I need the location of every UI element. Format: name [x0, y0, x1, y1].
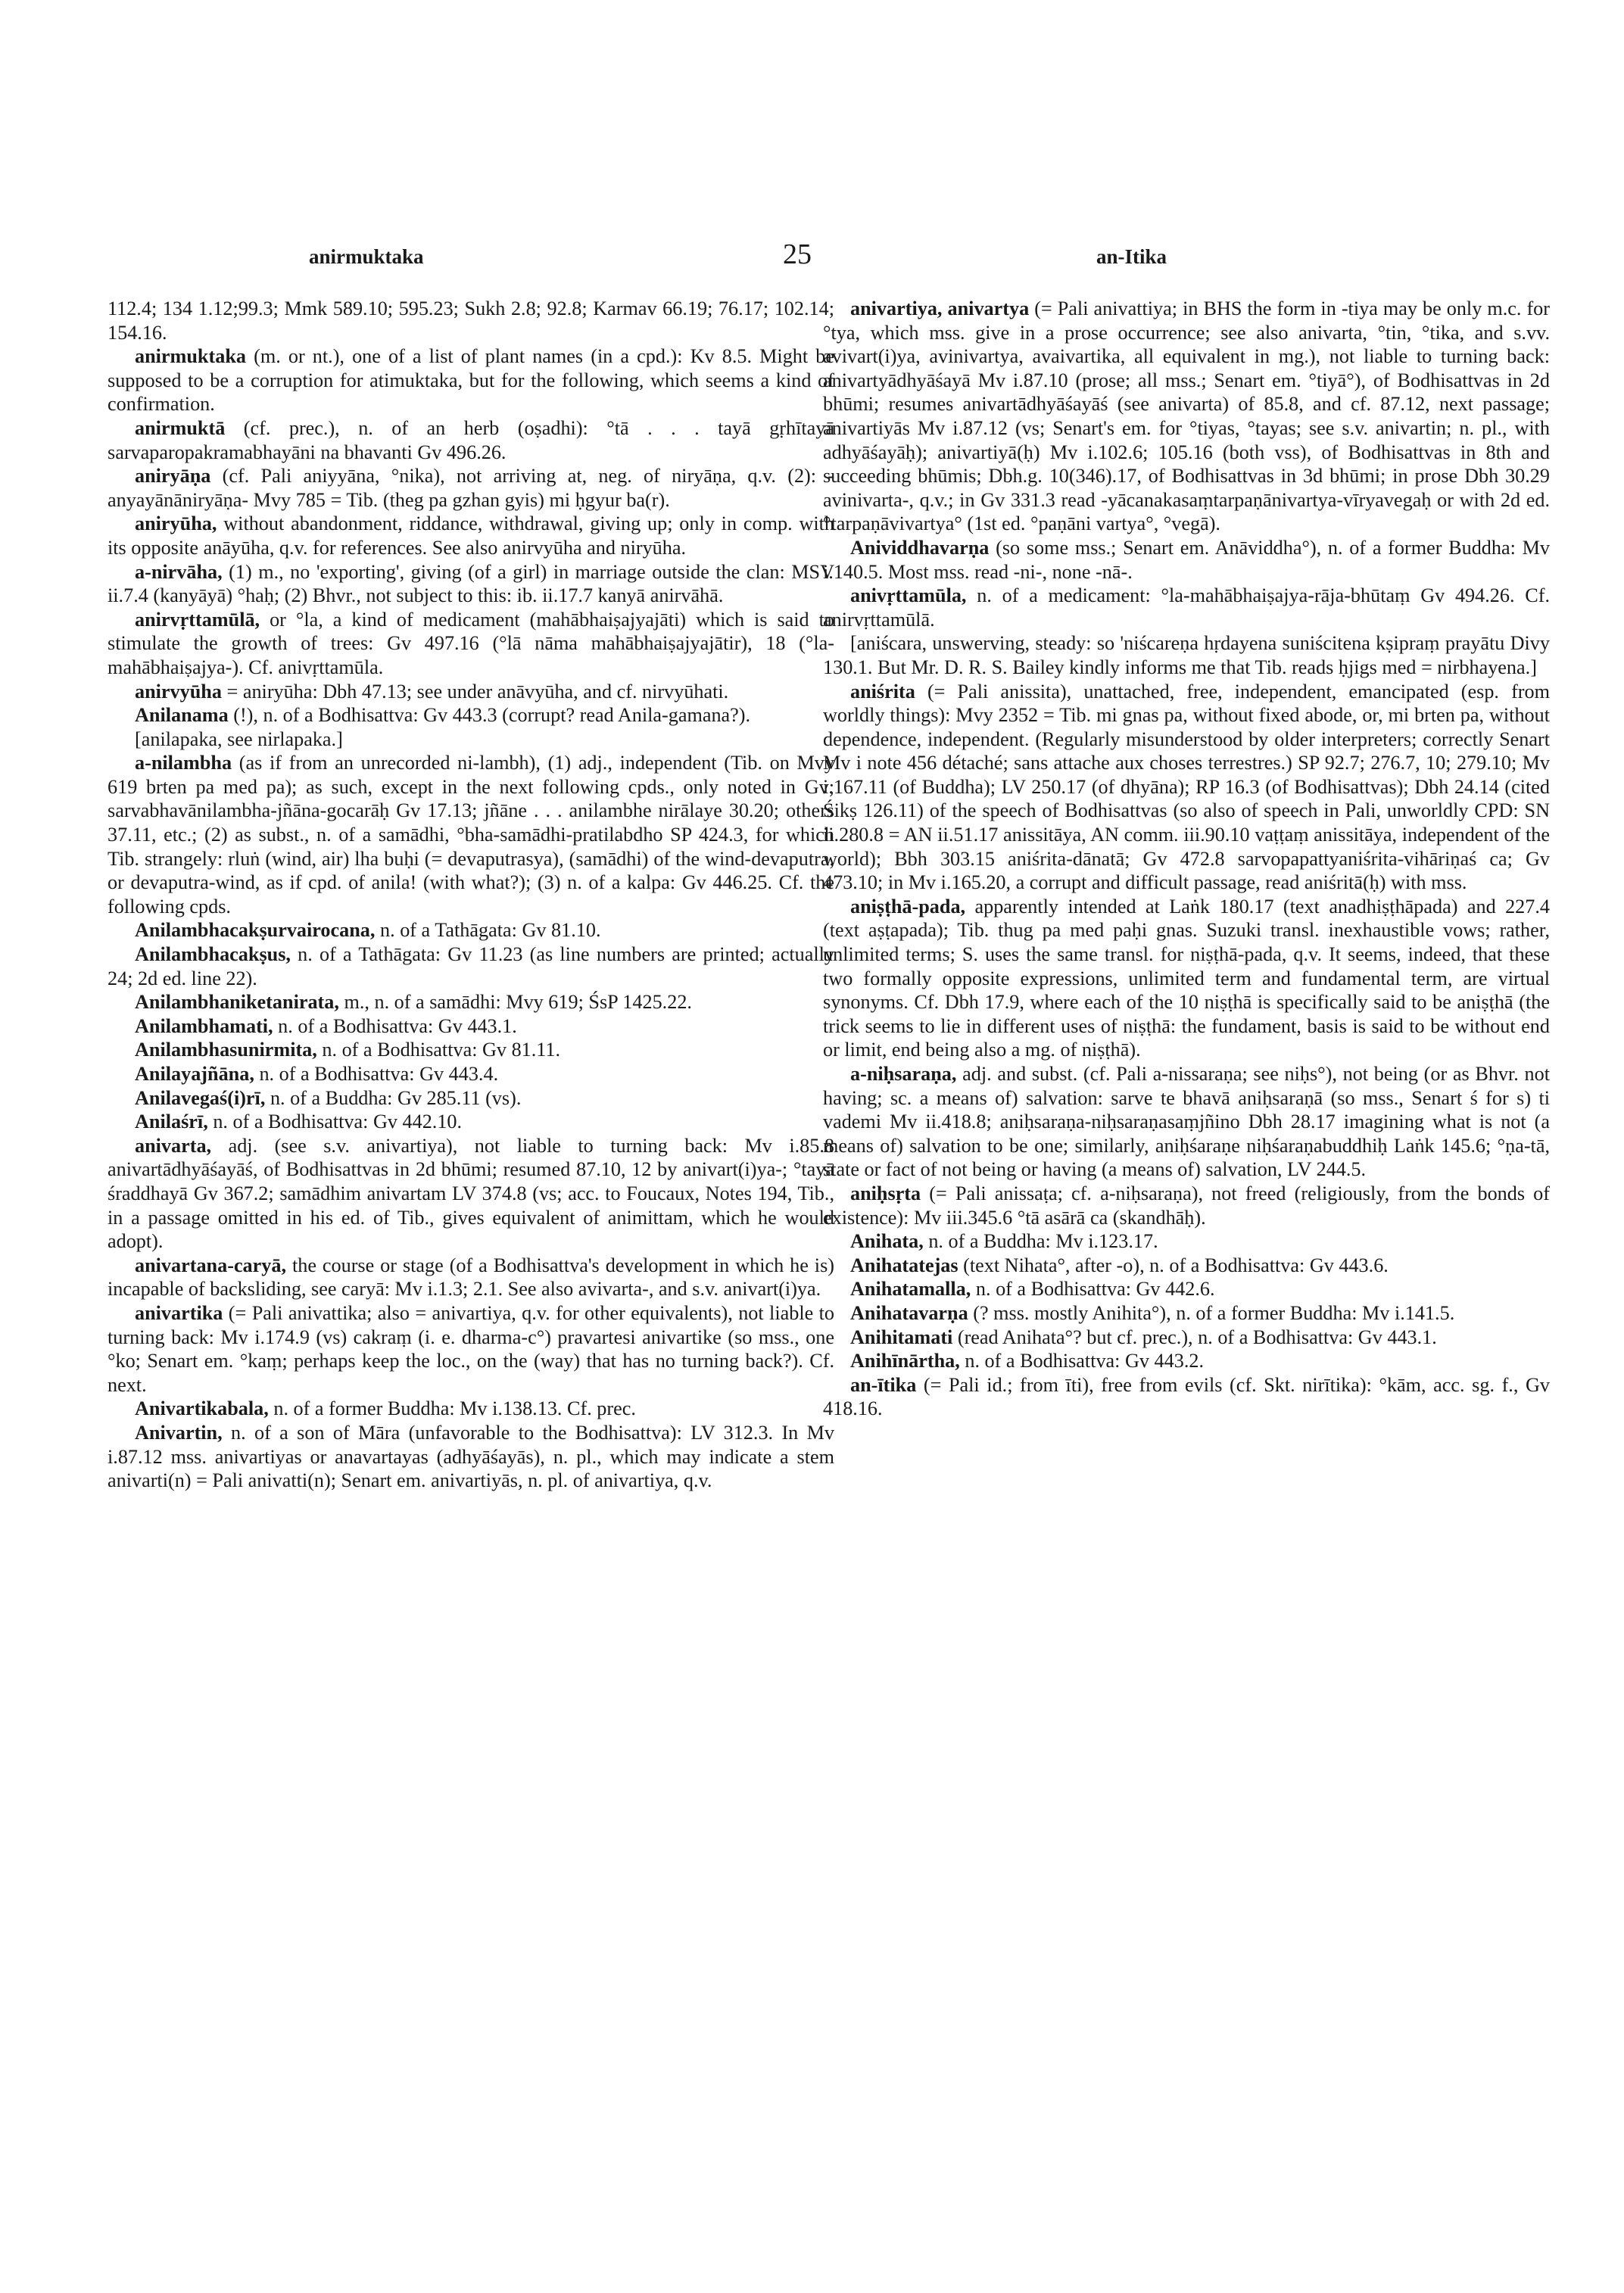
entry-text: n. of a Buddha: Gv 285.11 (vs). — [265, 1086, 522, 1109]
dictionary-entry — [823, 631, 1550, 679]
dictionary-entry — [108, 344, 834, 416]
dictionary-entry — [108, 1086, 834, 1111]
entry-headword: Anilambhamati, — [135, 1014, 273, 1037]
entry-text: = aniryūha: Dbh 47.13; see under anāvyūha, and cf. nirvyūhati. — [221, 680, 729, 703]
dictionary-entry — [108, 608, 834, 680]
entry-headword: anirvyūha — [135, 680, 222, 703]
entry-text: adj. (see s.v. anivartiya), not liable to turning back: Mv i.85.8 anivartādhyāśayāś, of Bodhisattvas in 2d bhūmi; resumed 87.10, 12 by anivart(i)ya-; °tayā śraddhayā Gv 367.2; samādhim anivartam LV 374.8 (vs; acc. to Foucaux, Notes 194, Tib., in a passage omitted in his ed. of Tib., gives equivalent of animittam, which he would adopt). — [108, 1134, 834, 1253]
entry-text: (? mss. mostly Anihita°), n. of a former Buddha: Mv i.141.5. — [968, 1301, 1455, 1324]
entry-text: without abandonment, riddance, withdrawal, giving up; only in comp. with its opposite anāyūha, q.v. for references. See also anirvyūha and niryūha. — [108, 512, 834, 559]
dictionary-entry — [108, 297, 834, 344]
entry-headword: Anilaśrī, — [135, 1111, 208, 1133]
dictionary-entry — [108, 1062, 834, 1086]
entry-text: (cf. prec.), n. of an herb (oṣadhi): °tā . . . tayā gṛhītayā sarvaparopakramabhayāni na bhavanti Gv 496.26. — [108, 416, 834, 463]
dictionary-entry — [108, 1134, 834, 1254]
dictionary-entry — [823, 1301, 1550, 1326]
dictionary-entry — [823, 1254, 1550, 1278]
dictionary-entry — [823, 1182, 1550, 1229]
entry-headword: anivartika — [135, 1301, 223, 1324]
dictionary-entry — [108, 680, 834, 704]
entry-headword: anivarta, — [135, 1134, 212, 1157]
entry-text: n. of a Bodhisattva: Gv 442.10. — [207, 1111, 463, 1133]
dictionary-entry — [823, 1229, 1550, 1254]
dictionary-entry — [108, 1014, 834, 1039]
dictionary-entry — [823, 1277, 1550, 1301]
entry-headword: Anilambhacakṣurvairocana, — [135, 919, 376, 942]
page-number: 25 — [783, 238, 812, 270]
entry-text: [aniścara, unswerving, steady: so 'niścareṇa hṛdayena suniścitena kṣipraṃ prayātu Divy 130.1. But Mr. D. R. S. Bailey kindly informs me that Tib. reads ḥjigs med = nirbhayena.] — [823, 632, 1550, 678]
dictionary-entry — [108, 416, 834, 464]
dictionary-entry — [108, 727, 834, 752]
right-column — [823, 297, 1550, 1421]
entry-text: (= Pali anissita), unattached, free, independent, emancipated (esp. from worldly things): Mvy 2352 = Tib. mi gnas pa, without fixed abode, or, mi brten pa, without dependence, independent. (Regularly misunderstood by older interpreters; correctly Senart Mv i note 456 détaché; sans attache aux choses terrestres.) SP 92.7; 276.7, 10; 279.10; Mv i.167.11 (of Buddha); LV 250.17 (of dhyāna); RP 16.3 (of Bodhisattvas); Dbh 24.14 (cited Śikṣ 126.11) of the speech of Bodhisattvas (so also of speech in Pali, unworldly CPD: SN ii.280.8 = AN ii.51.17 anissitāya, AN comm. iii.90.10 vaṭṭaṃ anissitāya, independent of the world); Bbh 303.15 aniśrita-dānatā; Gv 472.8 sarvopapattyaniśrita-vihāriṇaś ca; Gv 473.10; in Mv i.165.20, a corrupt and difficult passage, read aniśritā(ḥ) with mss. — [823, 680, 1550, 894]
dictionary-entry — [108, 942, 834, 990]
entry-text: n. of a medicament: °la-mahābhaiṣajya-rāja-bhūtaṃ Gv 494.26. Cf. anirvṛttamūlā. — [823, 584, 1550, 631]
dictionary-entry — [108, 560, 834, 608]
entry-headword: Anivartikabala, — [135, 1397, 269, 1420]
entry-text: n. of a Bodhisattva: Gv 443.4. — [254, 1063, 499, 1085]
dictionary-entry — [108, 1038, 834, 1062]
entry-text: (text Nihata°, after -o), n. of a Bodhisattva: Gv 443.6. — [958, 1254, 1389, 1276]
page-header — [0, 238, 1624, 280]
entry-text: n. of a Tathāgata: Gv 11.23 (as line numbers are printed; actually 24; 2d ed. line 22). — [108, 943, 834, 989]
entry-headword: Anihatamalla, — [850, 1278, 971, 1301]
entry-headword: aniryūha, — [135, 512, 217, 535]
entry-headword: Anilambhaniketanirata, — [135, 991, 339, 1014]
entry-text: n. of a Buddha: Mv i.123.17. — [923, 1230, 1158, 1253]
dictionary-entry — [823, 584, 1550, 631]
left-column — [108, 297, 834, 1493]
entry-headword: Anilanama — [135, 704, 229, 727]
entry-text: (= Pali id.; from īti), free from evils (cf. Skt. nirītika): °kām, acc. sg. f., Gv 418.16. — [823, 1373, 1550, 1420]
entry-headword: Anihīnārtha, — [850, 1350, 960, 1372]
entry-text: (read Anihata°? but cf. prec.), n. of a Bodhisattva: Gv 443.1. — [952, 1326, 1437, 1348]
entry-text: n. of a Tathāgata: Gv 81.10. — [375, 919, 601, 942]
entry-text: (= Pali anivattiya; in BHS the form in -tiya may be only m.c. for °tya, which mss. give in a prose occurrence; see also anivarta, °tin, °tika, and s.vv. avivart(i)ya, avinivartya, avaivartika, all equivalent in mg.), not liable to turning back: anivartyādhyāśayā Mv i.87.10 (prose; all mss.; Senart em. °tiyā°), of Bodhisattvas in 2d bhūmi; resumes anivartādhyāśayāś (see anivarta) of 85.8, and cf. 87.12, next passage; anivartiyās Mv i.87.12 (vs; Senart's em. for °tiyas, °tayas; see s.v. anivartin; n. pl., with adhyāśayāḥ); anivartiyā(ḥ) Mv i.102.6; 105.16 (both vss), of Bodhisattvas in 8th and succeeding bhūmis; Dbh.g. 10(346).17, of Bodhisattvas in 3d bhūmi; in prose Dbh 30.29 avinivarta-, q.v.; in Gv 331.3 read -yācanakasaṃtarpaṇānivartya-vīryavegaḥ or with 2d ed. °tarpaṇāvivartya° (1st ed. °paṇāni vartya°, °vegā). — [823, 298, 1550, 535]
entry-headword: aniśrita — [850, 680, 915, 703]
entry-headword: aniryāṇa — [135, 465, 211, 488]
dictionary-entry — [823, 895, 1550, 1062]
entry-headword: anirvṛttamūlā, — [135, 608, 260, 631]
entry-text: (cf. Pali aniyyāna, °nika), not arriving at, neg. of niryāṇa, q.v. (2): -anyayānāniryāṇa- Mvy 785 = Tib. (theg pa gzhan gyis) mi ḥgyur ba(r). — [108, 465, 834, 511]
entry-text: [anilapaka, see nirlapaka.] — [135, 727, 343, 750]
entry-headword: Anilavegaś(i)rī, — [135, 1086, 266, 1109]
dictionary-entry — [108, 1421, 834, 1493]
dictionary-entry — [108, 703, 834, 727]
dictionary-entry — [108, 464, 834, 512]
entry-text: m., n. of a samādhi: Mvy 619; ŚsP 1425.22. — [338, 991, 692, 1014]
entry-headword: Anilambhacakṣus, — [135, 943, 291, 966]
entry-headword: Anihata, — [850, 1230, 924, 1253]
entry-text: (= Pali anivattika; also = anivartiya, q.v. for other equivalents), not liable to turning back: Mv i.174.9 (vs) cakraṃ (i. e. dharma-c°) pravartesi anivartike (so mss., one °ko; Senart em. °kaṃ; perhaps keep the loc., on the (way) that has no turning back?). Cf. next. — [108, 1301, 834, 1396]
entry-text: (m. or nt.), one of a list of plant names (in a cpd.): Kv 8.5. Might be supposed to be a corruption for atimuktaka, but for the following, which seems a kind of confirmation. — [108, 345, 834, 416]
entry-text: 112.4; 134 1.12;99.3; Mmk 589.10; 595.23; Sukh 2.8; 92.8; Karmav 66.19; 76.17; 102.14; 154.16. — [108, 298, 834, 344]
entry-headword: anivartana-caryā, — [135, 1254, 287, 1276]
entry-headword: aniṣṭhā-pada, — [850, 895, 966, 918]
dictionary-entry — [108, 1397, 834, 1421]
dictionary-entry — [108, 751, 834, 918]
entry-headword: Anihatavarṇa — [850, 1301, 968, 1324]
entry-text: (so some mss.; Senart em. Anāviddha°), n. of a former Buddha: Mv i.140.5. Most mss. read -ni-, none -nā-. — [823, 536, 1550, 583]
entry-headword: an-ītika — [850, 1373, 917, 1396]
dictionary-entry — [823, 1062, 1550, 1182]
entry-text: n. of a Bodhisattva: Gv 443.1. — [273, 1014, 517, 1037]
entry-headword: a-nirvāha, — [135, 560, 223, 583]
dictionary-entry — [823, 536, 1550, 584]
entry-headword: aniḥsṛta — [850, 1182, 921, 1204]
entry-headword: anirmuktā — [135, 416, 226, 439]
entry-text: (= Pali anissaṭa; cf. a-niḥsaraṇa), not freed (religiously, from the bonds of existence): Mv iii.345.6 °tā asārā ca (skandhāḥ). — [823, 1182, 1550, 1229]
dictionary-entry — [108, 990, 834, 1014]
entry-headword: Anividdhavarṇa — [850, 536, 990, 559]
dictionary-entry — [823, 1326, 1550, 1350]
entry-headword: Anivartin, — [135, 1421, 223, 1444]
entry-text: n. of a Bodhisattva: Gv 443.2. — [959, 1350, 1205, 1372]
entry-headword: anirmuktaka — [135, 345, 246, 368]
left-running-headword: anirmuktaka — [309, 245, 424, 268]
dictionary-entry — [108, 918, 834, 942]
entry-text: (1) m., no 'exporting', giving (of a girl) in marriage outside the clan: MSV ii.7.4 (kanyāyā) °haḥ; (2) Bhvr., not subject to this: ib. ii.17.7 kanyā anirvāhā. — [108, 560, 834, 607]
entry-text: n. of a Bodhisattva: Gv 81.11. — [316, 1039, 561, 1061]
entry-text: n. of a Bodhisattva: Gv 442.6. — [971, 1278, 1215, 1301]
entry-text: n. of a son of Māra (unfavorable to the Bodhisattva): LV 312.3. In Mv i.87.12 mss. anivartiyas or anavartayas (adhyāśayās), n. pl., which may indicate a stem anivarti(n) = Pali anivatti(n); Senart em. anivartiyās, n. pl. of anivartiya, q.v. — [108, 1421, 834, 1492]
dictionary-entry — [823, 680, 1550, 895]
entry-text: adj. and subst. (cf. Pali a-nissaraṇa; see niḥs°), not being (or as Bhvr. not having; sc. a means of) salvation: sarve te bhavā aniḥsaraṇā (so mss., Senart ś for s) ti vademi Mv ii.418.8; aniḥsaraṇa-niḥsaraṇasaṃjñino Dbh 28.17 imagining what is not (a means of) salvation to be one; similarly, aniḥśaraṇe niḥśaraṇabuddhiḥ Laṅk 145.6; °ṇa-tā, state or fact of not being or having (a means of) salvation, LV 244.5. — [823, 1063, 1550, 1181]
entry-text: (as if from an unrecorded ni-lambh), (1) adj., independent (Tib. on Mvy 619 brten pa med pa); as such, except in the next following cpds., only noted in Gv; sarvabhavānilambha-jñāna-gocarāḥ Gv 17.13; jñāne . . . anilambhe nirālaye 30.20; others 37.11, etc.; (2) as subst., n. of a samādhi, °bha-samādhi-pratilabdho SP 424.3, for which Tib. strangely: rluṅ (wind, air) lha buḥi (= devaputrasya), (samādhi) of the wind-devaputra, or devaputra-wind, as if cpd. of anila! (with what?); (3) n. of a kalpa: Gv 446.25. Cf. the following cpds. — [108, 752, 834, 918]
entry-text: or °la, a kind of medicament (mahābhaiṣajyajāti) which is said to stimulate the growth of trees: Gv 497.16 (°lā nāma mahābhaiṣajyajātir), 18 (°la-mahābhaiṣajya-). Cf. anivṛttamūla. — [108, 608, 834, 678]
entry-text: (!), n. of a Bodhisattva: Gv 443.3 (corrupt? read Anila-gamana?). — [228, 704, 751, 727]
dictionary-entry — [108, 1301, 834, 1397]
dictionary-entry — [823, 1373, 1550, 1421]
entry-headword: Anilayajñāna, — [135, 1063, 254, 1085]
entry-headword: anivartiya, anivartya — [850, 298, 1030, 319]
dictionary-entry — [823, 297, 1550, 536]
entry-headword: Anihatatejas — [850, 1254, 959, 1276]
entry-headword: Anihitamati — [850, 1326, 953, 1348]
entry-headword: a-niḥsaraṇa, — [850, 1063, 957, 1085]
entry-text: n. of a former Buddha: Mv i.138.13. Cf. prec. — [268, 1397, 636, 1420]
entry-headword: Anilambhasunirmita, — [135, 1039, 317, 1061]
dictionary-entry — [823, 1349, 1550, 1373]
dictionary-entry — [108, 1254, 834, 1301]
right-running-headword: an-Itika — [1096, 245, 1167, 268]
entry-text: apparently intended at Laṅk 180.17 (text anadhiṣṭhāpada) and 227.4 (text aṣṭapada); Tib. thug pa med paḥi gnas. Suzuki transl. inexhaustible vows; rather, unlimited terms; S. uses the same transl. for niṣṭhā-pada, q.v. It seems, indeed, that these two formally opposite expressions, unlimited term and fundamental term, are virtual synonyms. Cf. Dbh 17.9, where each of the 10 niṣṭhā is specifically said to be aniṣṭhā (the trick seems to lie in different uses of niṣṭhā: the fundament, basis is said to be without end or limit, end being also a mg. of niṣṭhā). — [823, 895, 1550, 1061]
dictionary-entry — [108, 1110, 834, 1134]
entry-headword: a-nilambha — [135, 752, 232, 774]
entry-text: the course or stage (of a Bodhisattva's development in which he is) incapable of backsliding, see caryā: Mv i.1.3; 2.1. See also avivarta-, and s.v. anivart(i)ya. — [108, 1254, 834, 1301]
entry-headword: anivṛttamūla, — [850, 584, 967, 607]
dictionary-entry — [108, 512, 834, 559]
